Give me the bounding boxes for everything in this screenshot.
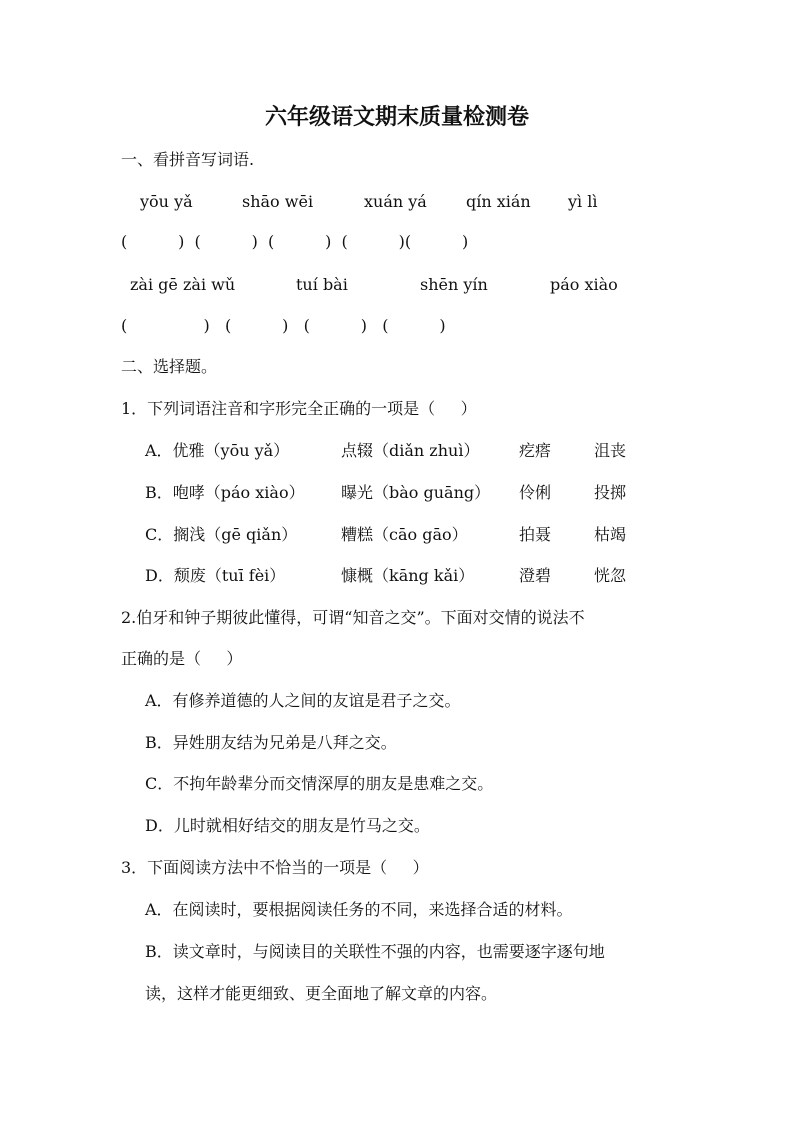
pinyin-3: xuán yá bbox=[364, 192, 427, 211]
answer-brackets-row2[interactable]: ( ) ( ) ( ) ( ) bbox=[121, 316, 446, 335]
q1-option-a-word3: 疙瘩 bbox=[519, 441, 552, 460]
q1-option-d-word3: 澄碧 bbox=[519, 566, 552, 585]
pinyin-1: yōu yǎ bbox=[140, 192, 193, 211]
pinyin-4: qín xián bbox=[466, 192, 531, 211]
q3-option-a: A．在阅读时，要根据阅读任务的不同，来选择合适的材料。 bbox=[145, 900, 573, 919]
pinyin-2: shāo wēi bbox=[242, 192, 314, 211]
q3-stem: 3．下面阅读方法中不恰当的一项是（ ） bbox=[121, 858, 429, 877]
q1-stem: 1．下列词语注音和字形完全正确的一项是（ ） bbox=[121, 399, 477, 418]
q1-option-c-word2: 糟糕（cāo gāo） bbox=[341, 525, 468, 544]
pinyin-5: yì lì bbox=[568, 192, 598, 211]
pinyin-9: páo xiào bbox=[550, 275, 618, 294]
q1-option-b-word3: 伶俐 bbox=[519, 483, 552, 502]
q1-option-a-word2: 点辍（diǎn zhuì） bbox=[341, 441, 480, 460]
q1-option-d-word1: D．颓废（tuī fèi） bbox=[145, 566, 286, 585]
q2-stem-line2: 正确的是（ ） bbox=[121, 649, 243, 668]
q1-option-b-word2: 曝光（bào guāng） bbox=[341, 483, 491, 502]
q1-option-a-word4: 沮丧 bbox=[594, 441, 627, 460]
page-title: 六年级语文期末质量检测卷 bbox=[264, 104, 529, 130]
answer-brackets-row1[interactable]: ( ) ( ) ( ) ( )( ) bbox=[121, 232, 469, 251]
q2-stem-line1: 2.伯牙和钟子期彼此懂得，可谓“知音之交”。下面对交情的说法不 bbox=[121, 608, 585, 627]
q1-option-c-word3: 拍聂 bbox=[519, 525, 552, 544]
q1-option-d-word4: 恍忽 bbox=[594, 566, 627, 585]
q2-option-a: A．有修养道德的人之间的友谊是君子之交。 bbox=[145, 691, 461, 710]
q3-option-b-line2: 读，这样才能更细致、更全面地了解文章的内容。 bbox=[145, 984, 498, 1003]
q2-option-b: B．异姓朋友结为兄弟是八拜之交。 bbox=[145, 733, 397, 752]
pinyin-7: tuí bài bbox=[296, 275, 348, 294]
q3-option-b-line1: B．读文章时，与阅读目的关联性不强的内容，也需要逐字逐句地 bbox=[145, 942, 605, 961]
q1-option-c-word1: C．搁浅（gē qiǎn） bbox=[145, 525, 298, 544]
pinyin-6: zài gē zài wǔ bbox=[130, 275, 236, 294]
q2-option-d: D．儿时就相好结交的朋友是竹马之交。 bbox=[145, 816, 430, 835]
q2-option-c: C．不拘年龄辈分而交情深厚的朋友是患难之交。 bbox=[145, 774, 494, 793]
q1-option-c-word4: 枯竭 bbox=[594, 525, 627, 544]
section1-heading: 一、看拼音写词语. bbox=[121, 150, 255, 169]
section2-heading: 二、选择题。 bbox=[121, 357, 218, 376]
q1-option-d-word2: 慷概（kāng kǎi） bbox=[341, 566, 475, 585]
q1-option-b-word4: 投掷 bbox=[594, 483, 627, 502]
q1-option-a-word1: A．优雅（yōu yǎ） bbox=[145, 441, 290, 460]
q1-option-b-word1: B．咆哮（páo xiào） bbox=[145, 483, 305, 502]
pinyin-8: shēn yín bbox=[420, 275, 488, 294]
